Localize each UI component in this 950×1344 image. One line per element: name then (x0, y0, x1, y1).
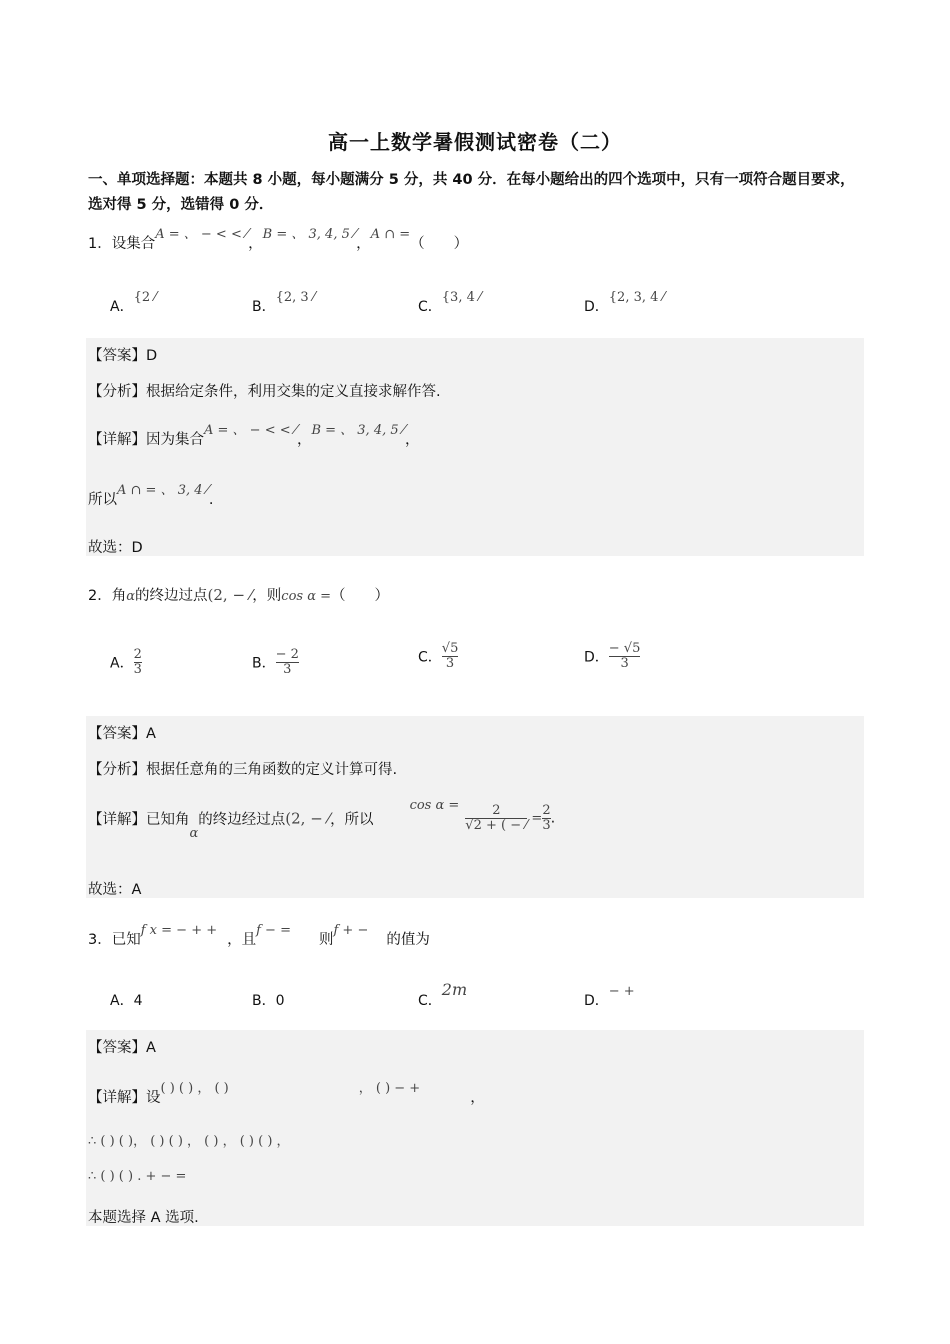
q2-point: (2, − ⁄ (207, 586, 253, 604)
q1-so-end: . (208, 492, 214, 508)
q2-detail-cos: cos α = (409, 797, 460, 813)
q1-analysis: 【分析】根据给定条件，利用交集的定义直接求解作答. (88, 384, 441, 400)
question-2 (88, 584, 389, 605)
q3-detail-end: ， (470, 1090, 485, 1106)
fraction-denominator: 3 (542, 818, 551, 833)
q1-answer: 【答案】D (88, 348, 158, 364)
option-value: 2m (441, 980, 468, 999)
option-label: D． (584, 299, 609, 315)
option-value: 0 (275, 993, 285, 1009)
option-label: D． (584, 993, 609, 1009)
q2-detail (88, 797, 556, 841)
q2-detail-result (542, 804, 550, 833)
q3-detail-math2: ， ( ) − + (358, 1081, 421, 1096)
option-label: D． (584, 649, 609, 666)
option-label: B． (252, 655, 276, 672)
q1-detail-set-a: A = 、 − < < ⁄ (204, 423, 297, 438)
q2-mid: 的终边过点 (135, 588, 208, 604)
fraction-denominator: 3 (276, 662, 299, 677)
fraction-numerator: − 2 (275, 647, 299, 662)
q3-f-pos: f + − (333, 923, 369, 938)
q1-detail-end: ， (404, 432, 420, 448)
fraction-numerator: 2 (492, 803, 501, 818)
q2-alpha: α (126, 589, 136, 604)
option-value: {3, 4 ⁄ (441, 290, 482, 305)
q1-set-b: B = 、 3, 4, 5 ⁄ (262, 227, 357, 242)
q3-answer: 【答案】A (88, 1040, 156, 1056)
option-label: A． (110, 993, 134, 1009)
option-value: 4 (133, 993, 143, 1009)
option-label: C． (418, 993, 442, 1009)
q3-tail: 的值为 (386, 932, 430, 948)
option-fraction (134, 648, 142, 677)
q2-detail-prefix: 【详解】已知角 (88, 812, 190, 828)
q1-solution-box (86, 338, 864, 556)
option-value: {2 ⁄ (133, 290, 157, 305)
q2-solution-box (86, 716, 864, 898)
q1-detail-set-b: B = 、 3, 4, 5 ⁄ (311, 423, 405, 438)
q3-therefore-1-math: ∴ ( ) ( )， ( ) ( ) ， ( ) ， ( ) ( ) ， (88, 1134, 290, 1149)
q2-detail-eq: = (531, 811, 543, 826)
q3-final: 本题选择 A 选项. (88, 1210, 199, 1226)
q2-detail-point: (2, − ⁄ (285, 809, 331, 828)
q3-option-c[interactable] (418, 980, 468, 1010)
q2-detail-mid: 的终边经过点 (198, 812, 286, 828)
option-label: A． (110, 655, 134, 672)
q1-detail-sep: ， (296, 432, 312, 448)
q1-choice: 故选：D (88, 540, 143, 556)
page-title: 高一上数学暑假测试密卷（二） (328, 130, 622, 154)
option-value: {2, 3 ⁄ (275, 290, 315, 305)
q2-option-a[interactable] (110, 648, 142, 677)
option-fraction (609, 642, 641, 671)
q2-prefix: 2．角 (88, 588, 127, 604)
q1-option-b[interactable] (252, 290, 315, 316)
q2-choice: 故选：A (88, 882, 142, 898)
q3-detail-math1: ( ) ( ) ， ( ) (160, 1081, 229, 1096)
q1-so-math: A ∩ = 、 3, 4 ⁄ (117, 483, 209, 498)
q1-so-prefix: 所以 (88, 492, 117, 508)
q2-analysis: 【分析】根据任意角的三角函数的定义计算可得. (88, 762, 398, 778)
q2-paren: （ ） (331, 588, 390, 604)
fraction-denominator: √2 + ( − ⁄ (465, 818, 528, 833)
q1-option-c[interactable] (418, 290, 482, 316)
option-value: {2, 3, 4 ⁄ (608, 290, 665, 305)
q3-solution-box (86, 1030, 864, 1226)
q2-option-b[interactable] (252, 648, 299, 677)
option-label: C． (418, 649, 442, 666)
q3-prefix: 3．已知 (88, 932, 141, 948)
option-value: − + (608, 984, 635, 999)
q1-sep2: ， (356, 236, 371, 252)
q3-detail (88, 1081, 485, 1107)
fraction-numerator: − √5 (608, 641, 641, 656)
q1-option-a[interactable] (110, 290, 157, 316)
q3-therefore-2 (88, 1168, 186, 1184)
option-label: A． (110, 299, 134, 315)
q3-therefore-1 (88, 1130, 290, 1149)
q2-detail-fraction (465, 804, 527, 833)
q3-function: f x = − + + (140, 923, 218, 938)
q2-then: ，则 (252, 588, 282, 604)
q2-cos: cos α = (281, 589, 332, 604)
q1-so (88, 483, 214, 509)
q3-detail-prefix: 【详解】设 (88, 1090, 161, 1106)
q2-detail-so: ，所以 (330, 812, 374, 828)
option-fraction (442, 642, 459, 671)
fraction-numerator: √5 (441, 641, 459, 656)
q3-and: ，且 (227, 932, 257, 948)
option-label: B． (252, 993, 276, 1009)
q3-then: 则 (318, 932, 334, 948)
fraction-denominator: 3 (609, 656, 641, 671)
q2-answer: 【答案】A (88, 726, 156, 742)
q1-option-d[interactable] (584, 290, 665, 316)
q3-f-neg: f − = (256, 923, 291, 938)
fraction-numerator: 2 (542, 803, 551, 818)
q2-option-d[interactable] (584, 642, 640, 671)
question-3 (88, 923, 430, 949)
q1-sep1: ， (248, 236, 263, 252)
q2-detail-end: . (550, 810, 556, 827)
q3-option-b[interactable] (252, 990, 285, 1010)
q1-intersection: A ∩ = (370, 227, 411, 242)
q1-prefix: 1．设集合 (88, 236, 156, 252)
q1-set-a: A = 、 − < < ⁄ (155, 227, 249, 242)
option-fraction (276, 648, 299, 677)
q3-therefore-2-math: ∴ ( ) ( ) . + − = (88, 1169, 187, 1184)
q2-detail-alpha: α (189, 825, 199, 841)
fraction-denominator: 3 (133, 662, 142, 677)
q3-option-a[interactable] (110, 990, 143, 1010)
q1-detail-prefix: 【详解】因为集合 (88, 432, 204, 448)
fraction-numerator: 2 (133, 647, 142, 662)
option-label: B． (252, 299, 276, 315)
q2-option-c[interactable] (418, 642, 458, 671)
section-header: 一、单项选择题：本题共 8 小题，每小题满分 5 分，共 40 分．在每小题给出的四个选项中，只有一项符合题目要求，选对得 5 分，选错得 0 分． (88, 172, 855, 213)
q1-paren: （ ） (410, 236, 469, 252)
q3-option-d[interactable] (584, 984, 635, 1010)
fraction-denominator: 3 (442, 656, 459, 671)
question-1 (88, 227, 469, 253)
q1-detail (88, 423, 420, 449)
option-label: C． (418, 299, 442, 315)
